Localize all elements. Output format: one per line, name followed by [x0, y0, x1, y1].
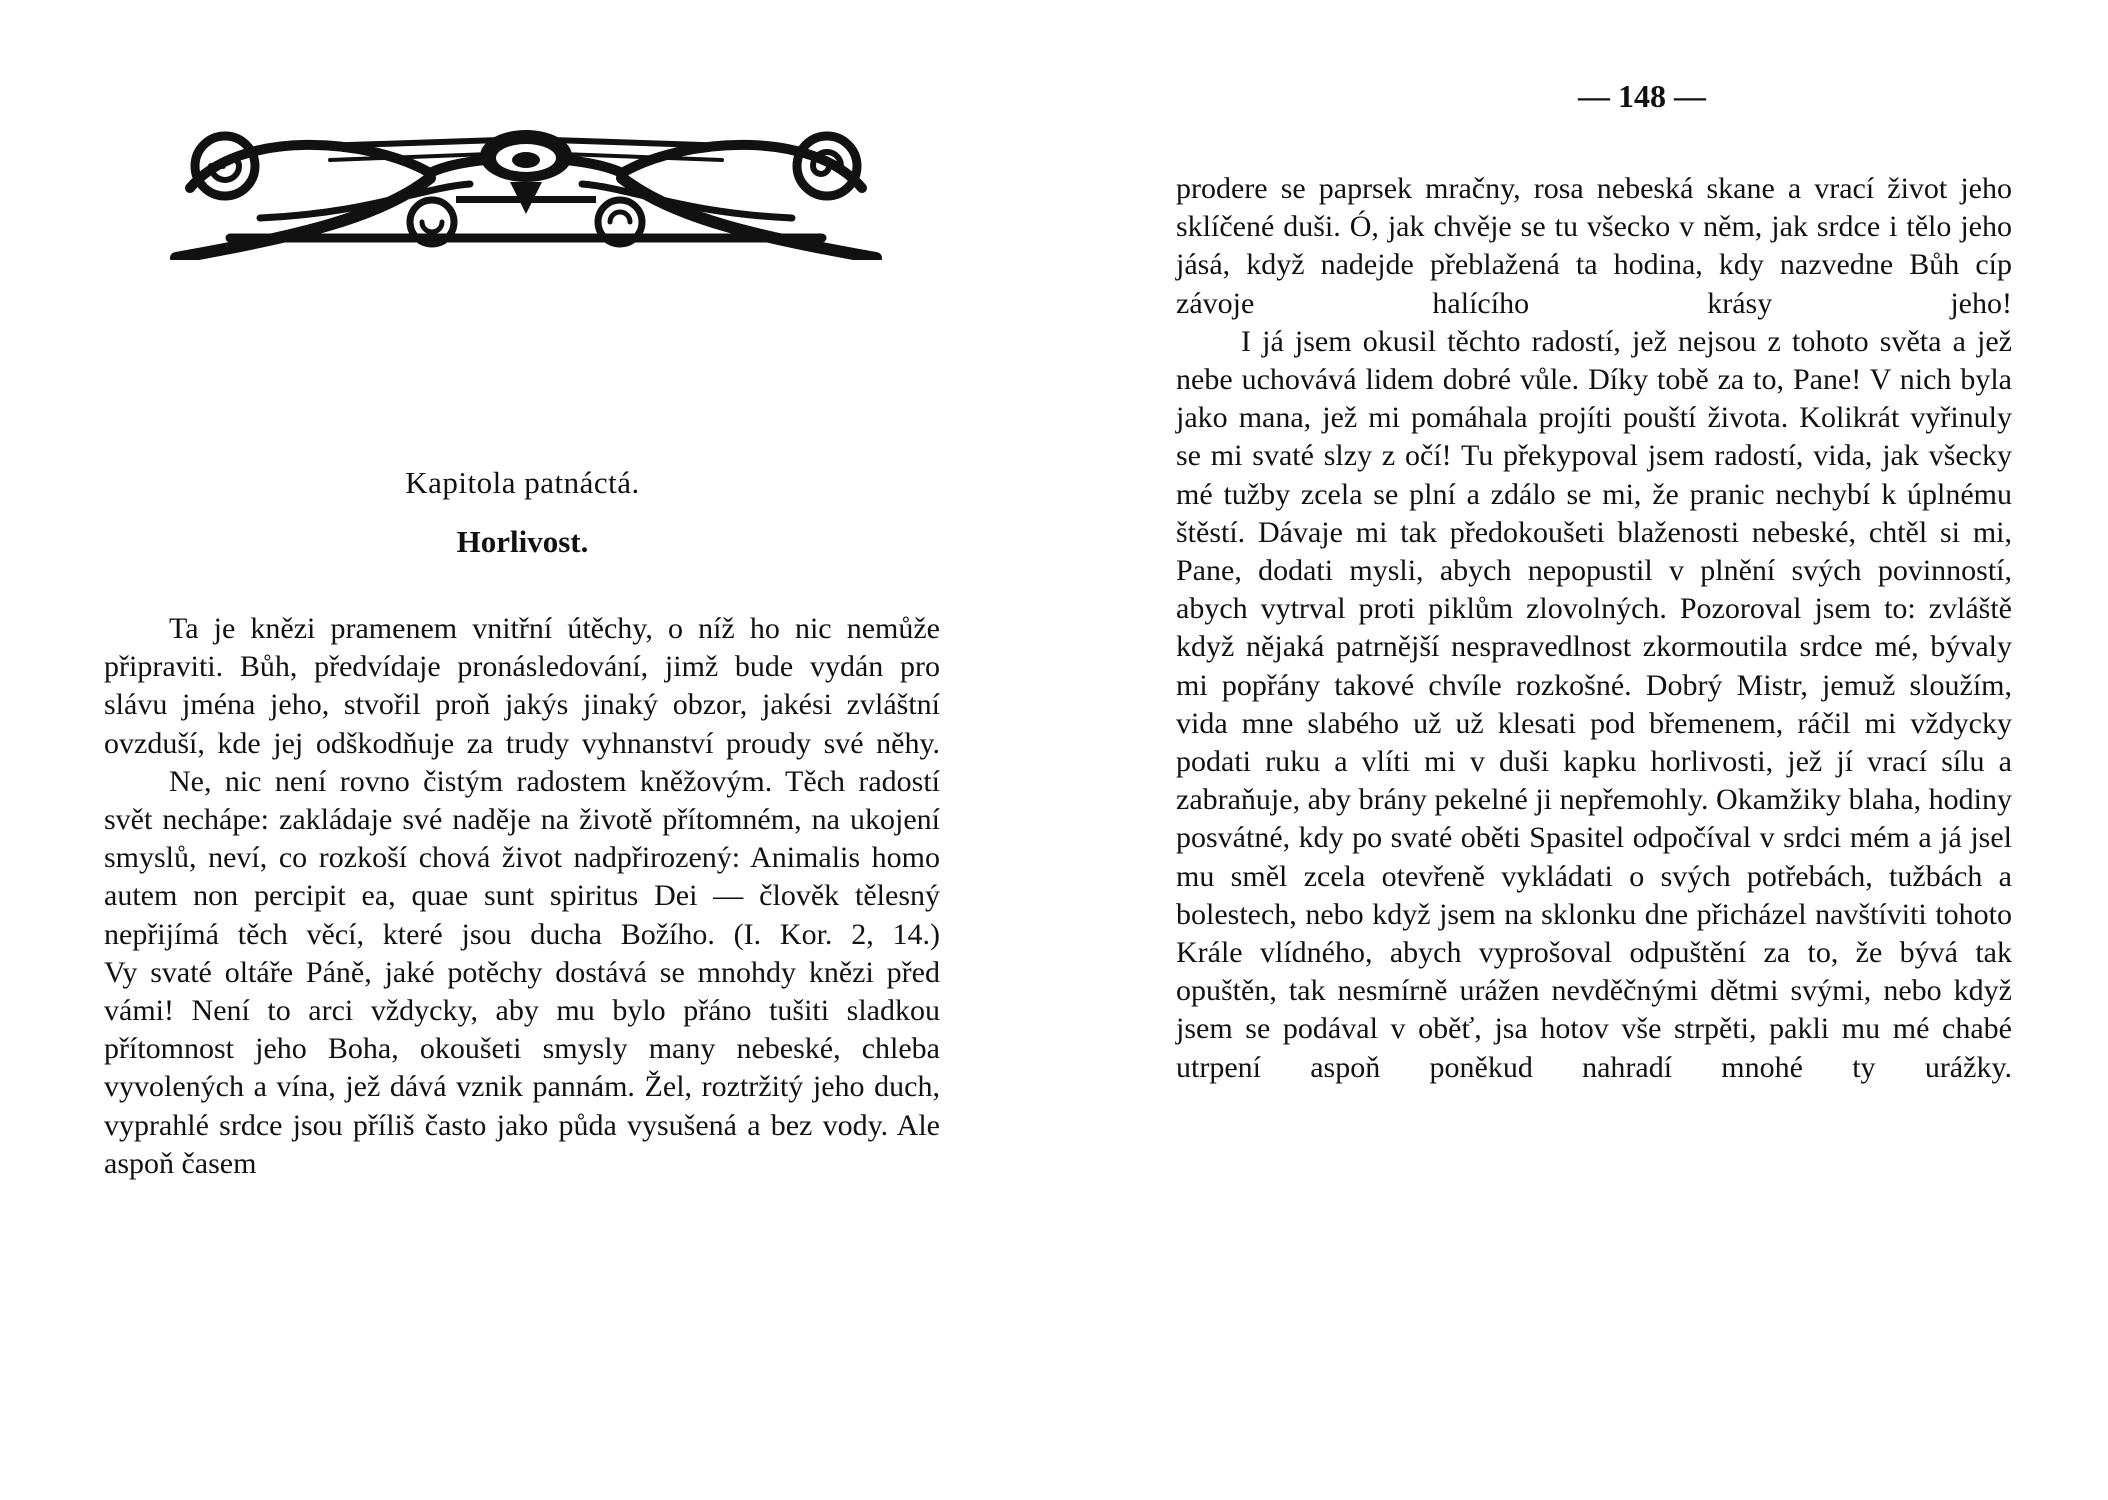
- paragraph: prodere se paprsek mračny, rosa nebeská skane a vrací život jeho sklíčené duši. Ó, jak chvěje se tu všecko v něm, jak srdce i tělo jeho jásá, když nadejde přeblažená ta hodina, kdy nazvedne Bůh cíp závoje halícího krásy jeho!: [1176, 172, 2012, 320]
- page-number: — 148 —: [1578, 78, 1706, 114]
- right-page-body: [1176, 170, 2012, 1087]
- chapter-label: Kapitola patnáctá.: [405, 465, 640, 500]
- paragraph: Ta je knězi pramenem vnitřní útěchy, o níž ho nic nemůže připraviti. Bůh, předvídaje pronásledování, jimž bude vydán pro slávu jména jeho, stvořil proň jakýs jinaký obzor, jakési zvláštní ovzduší, kde jej odškodňuje za trudy vyhnanství proudy své něhy.: [104, 612, 940, 760]
- right-page: [1054, 0, 2108, 1500]
- left-page-body: [104, 610, 940, 1183]
- paragraph: Ne, nic není rovno čistým radostem kněžovým. Těch radostí svět nechápe: zakládaje své naděje na životě přítomném, na ukojení smyslů, neví, co rozkoší chová život nadpřirozený: Animalis homo autem non percipit ea, quae sunt spiritus Dei — člověk tělesný nepřijímá těch věcí, které jsou ducha Božího. (I. Kor. 2, 14.): [104, 764, 940, 951]
- paragraph: Vy svaté oltáře Páně, jaké potěchy dostává se mnohdy knězi před vámi! Není to arci vždycky, aby mu bylo přáno tušiti sladkou přítomnost jeho Boha, okoušeti smysly many nebeské, chleba vyvolených a vína, jež dává vznik pannám. Žel, roztržitý jeho duch, vyprahlé srdce jsou příliš často jako půda vysušená a bez vody. Ale aspoň časem: [104, 955, 940, 1180]
- art-nouveau-headpiece-icon: [170, 118, 882, 260]
- chapter-title: Horlivost.: [456, 524, 589, 559]
- paragraph: I já jsem okusil těchto radostí, jež nejsou z tohoto světa a jež nebe uchovává lidem dobré vůle. Díky tobě za to, Pane! V nich byla jako mana, jež mi pomáhala projíti pouští života. Kolikrát vyřinuly se mi svaté slzy z očí! Tu překypoval jsem radostí, vida, jak všecky mé tužby zcela se plní a zdálo se mi, že pranic nechybí k úplnému štěstí. Dávaje mi tak předokoušeti blaženosti nebeské, chtěl si mi, Pane, dodati mysli, abych nepopustil v plnění svých povinností, abych vytrval proti piklům zlovolných. Pozoroval jsem to: zvláště když nějaká patrnější nespravedlnost zkormoutila srdce mé, bývaly mi popřány takové chvíle rozkošné. Dobrý Mistr, jemuž sloužím, vida mne slabého už už klesati pod břemenem, ráčil mi vždycky podati ruku a vlíti mi v duši kapku horlivosti, jež jí vrací sílu a zabraňuje, aby brány pekelné ji nepřemohly. Okamžiky blaha, hodiny posvátné, kdy po svaté oběti Spasitel odpočíval v srdci mém a já jsel mu směl zcela otevřeně vykládati o svých potřebách, tužbách a bolestech, nebo když jsem na sklonku dne přicházel navštíviti tohoto Krále vlídného, abych vyprošoval odpuštění za to, že bývá tak opuštěn, tak nesmírně urážen nevděčnými dětmi svými, nebo když jsem se podával v oběť, jsa hotov vše strpěti, pakli mu mé chabé utrpení aspoň poněkud nahradí mnohé ty urážky.: [1176, 324, 2012, 1084]
